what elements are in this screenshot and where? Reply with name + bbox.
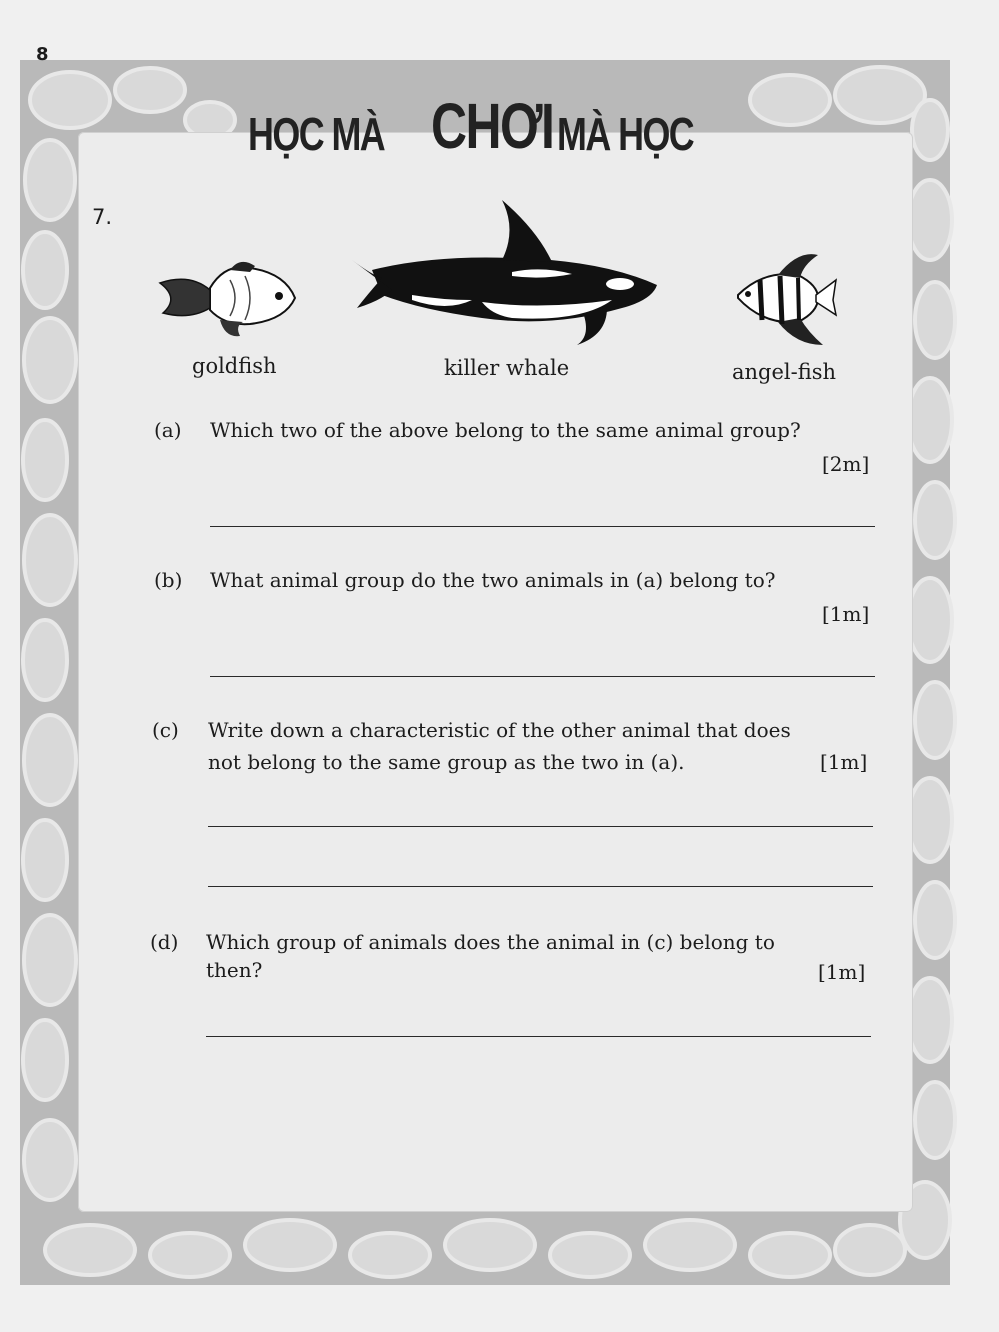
answer-line-part-c-2[interactable] [208, 886, 873, 887]
angel-fish-icon [728, 250, 838, 350]
part-text-line-1: Which two of the above belong to the same animal group? [210, 418, 801, 442]
page-number: 8 [36, 44, 49, 65]
part-letter: (d) [150, 930, 179, 954]
part-text-line-1: What animal group do the two animals in (a) belong to? [210, 568, 776, 592]
marks-part-c: [1m] [820, 750, 868, 774]
question-number: 7. [92, 205, 113, 229]
title-part-1: HỌC MÀ [248, 108, 385, 160]
part-text-line-1: Which group of animals does the animal in (c) belong to [206, 930, 775, 954]
answer-line-part-b[interactable] [210, 676, 875, 677]
animal-label-angel-fish: angel-fish [732, 360, 837, 384]
animal-label-goldfish: goldfish [192, 354, 277, 378]
marks-part-a: [2m] [822, 452, 870, 476]
title-part-3: MÀ HỌC [557, 108, 694, 160]
part-text-line-1: Write down a characteristic of the other animal that does [208, 718, 791, 742]
animal-label-killer-whale: killer whale [444, 356, 570, 380]
marks-part-d: [1m] [818, 960, 866, 984]
answer-line-part-d[interactable] [206, 1036, 871, 1037]
answer-line-part-c-1[interactable] [208, 826, 873, 827]
part-letter: (b) [154, 568, 183, 592]
part-letter: (a) [154, 418, 182, 442]
marks-part-b: [1m] [822, 602, 870, 626]
part-text-line-2: not belong to the same group as the two in (a). [208, 750, 685, 774]
part-letter: (c) [152, 718, 179, 742]
killer-whale-icon [352, 200, 667, 350]
goldfish-icon [155, 258, 300, 343]
part-text-line-2: then? [206, 958, 263, 982]
title-part-2: CHƠI [430, 90, 553, 162]
answer-line-part-a[interactable] [210, 526, 875, 527]
book-title-banner [248, 88, 732, 162]
